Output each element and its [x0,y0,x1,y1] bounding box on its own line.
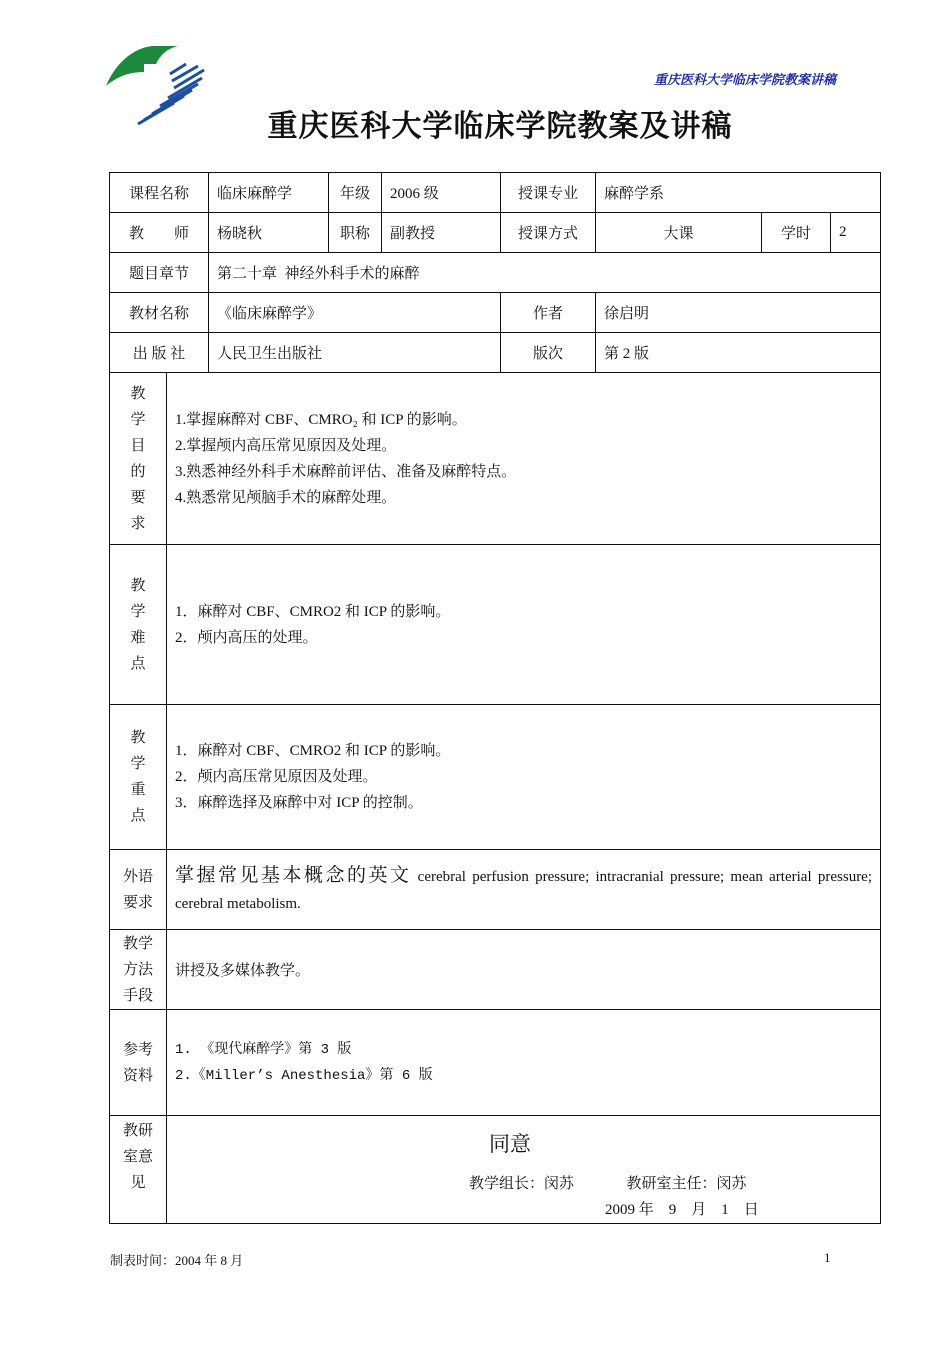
difficulties-content [167,545,881,705]
lesson-plan-table [109,172,881,1224]
publisher-value: 人民卫生出版社 [209,333,501,373]
foreign-language-label: 外语 要求 [110,850,167,930]
foreign-language-zh: 掌握常见基本概念的英文 [175,864,412,886]
header-tag: 重庆医科大学临床学院教案讲稿 [653,73,836,88]
publisher-label: 出 版 社 [110,333,209,373]
author-label: 作者 [501,293,596,333]
course-name-label: 课程名称 [110,173,209,213]
list-item: 1．麻醉对 CBF、CMRO2 和 ICP 的影响。 [175,743,451,759]
list-item: 3.熟悉神经外科手术麻醉前评估、准备及麻醉特点。 [175,463,517,480]
table-row [110,213,881,253]
table-row [110,850,881,930]
grade-label: 年级 [329,173,382,213]
table-row [110,173,881,213]
page-title: 重庆医科大学临床学院教案及讲稿 [267,109,733,144]
signature-date: 2009 年 9 月 1 日 [605,1202,759,1218]
method-value: 大课 [596,213,762,253]
department-opinion-content [167,1116,881,1224]
grade-value: 2006 级 [382,173,501,213]
objectives-label: 教 学 目 的 要 求 [110,373,167,545]
teacher-value: 杨晓秋 [209,213,329,253]
textbook-value: 《临床麻醉学》 [209,293,501,333]
table-row [110,1116,881,1224]
teaching-methods-label: 教学 方法 手段 [110,930,167,1010]
course-name-value: 临床麻醉学 [209,173,329,213]
agree-text: 同意 [489,1132,531,1156]
difficulties-label: 教 学 难 点 [110,545,167,705]
method-label: 授课方式 [501,213,596,253]
chapter-value: 第二十章 神经外科手术的麻醉 [209,253,881,293]
job-title-label: 职称 [329,213,382,253]
table-row [110,253,881,293]
list-item: 2.掌握颅内高压常见原因及处理。 [175,437,397,454]
list-item: 4.熟悉常见颅脑手术的麻醉处理。 [175,489,397,506]
teacher-label: 教 师 [110,213,209,253]
job-title-value: 副教授 [382,213,501,253]
list-item: 2.《Miller’s Anesthesia》第 6 版 [175,1067,433,1084]
foreign-language-content [167,850,881,930]
table-row [110,293,881,333]
textbook-label: 教材名称 [110,293,209,333]
edition-value: 第 2 版 [596,333,881,373]
key-points-label: 教 学 重 点 [110,705,167,850]
references-label: 参考 资料 [110,1010,167,1116]
made-time: 制表时间：2004 年 8 月 [110,1253,244,1268]
page-number: 1 [824,1250,831,1265]
major-label: 授课专业 [501,173,596,213]
list-item: 1.掌握麻醉对 CBF、CMRO₂ 和 ICP 的影响。 [175,411,467,428]
signatures: 教学组长：闵苏 教研室主任：闵苏 [469,1176,747,1192]
table-row [110,333,881,373]
references-content [167,1010,881,1116]
foreign-language-en: cerebral perfusion pressure; intracranial pressure; mean arterial pressure; cerebral metabolism. [175,868,873,912]
author-value: 徐启明 [596,293,881,333]
major-value: 麻醉学系 [596,173,881,213]
chapter-label: 题目章节 [110,253,209,293]
hours-label: 学时 [762,213,831,253]
department-opinion-label: 教研 室意 见 [110,1116,167,1224]
table-row [110,373,881,545]
list-item: 3．麻醉选择及麻醉中对 ICP 的控制。 [175,795,423,811]
list-item: 2．颅内高压的处理。 [175,629,318,646]
table-row [110,930,881,1010]
list-item: 1．麻醉对 CBF、CMRO2 和 ICP 的影响。 [175,603,451,620]
edition-label: 版次 [501,333,596,373]
table-row [110,1010,881,1116]
key-points-content [167,705,881,850]
list-item: 2．颅内高压常见原因及处理。 [175,769,378,785]
table-row [110,545,881,705]
objectives-content [167,373,881,545]
teaching-methods-content: 讲授及多媒体教学。 [167,930,881,1010]
table-row [110,705,881,850]
hours-value: 2 [831,213,881,253]
list-item: 1. 《现代麻醉学》第 3 版 [175,1041,352,1058]
